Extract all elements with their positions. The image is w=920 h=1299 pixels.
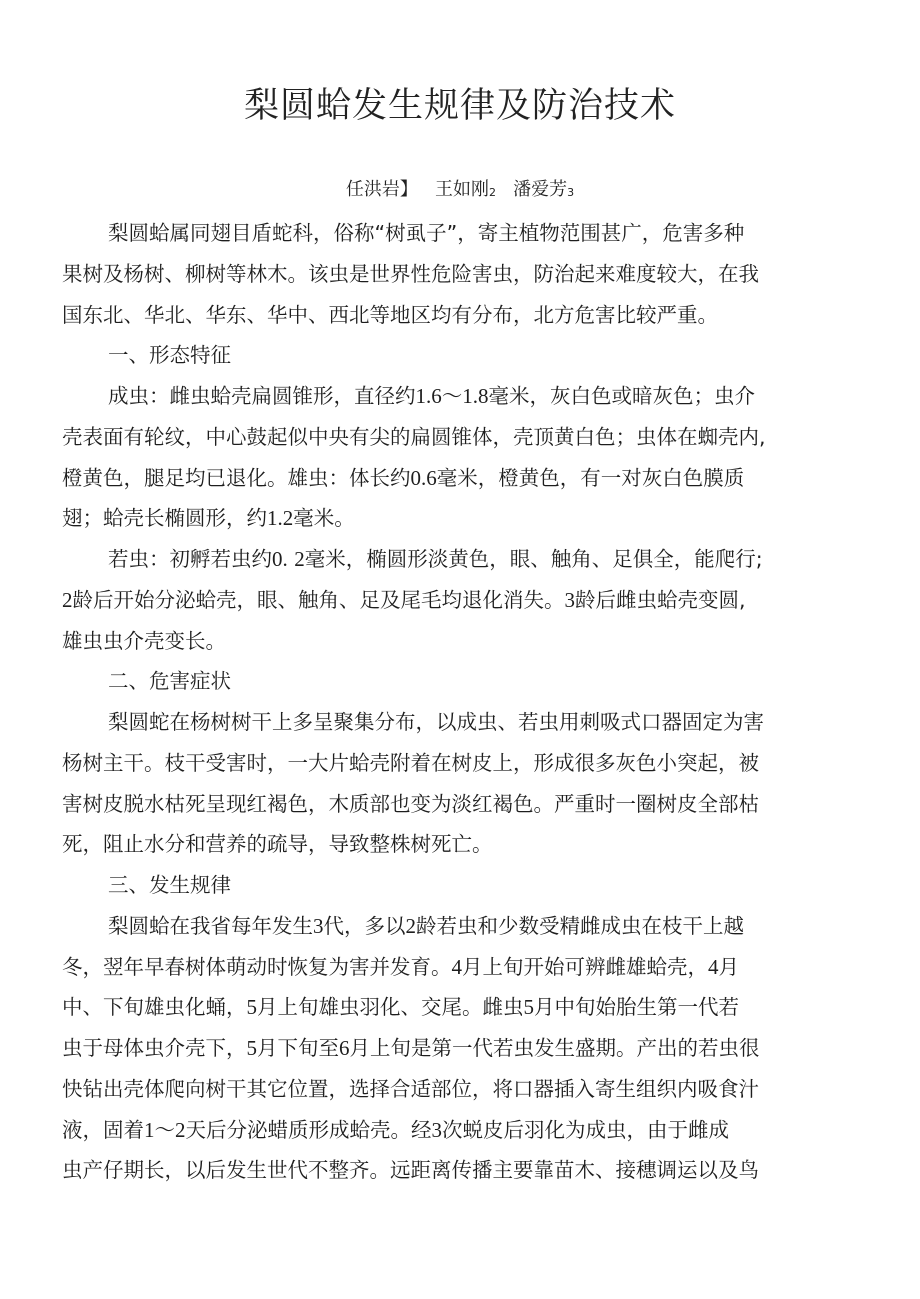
numeric-value: 2 <box>62 587 73 612</box>
author-name: 王如刚 <box>435 179 489 200</box>
author-affiliation-mark: 2 <box>489 186 496 199</box>
author-mark: 】 <box>399 179 418 200</box>
author-affiliation-mark: 3 <box>567 186 575 199</box>
paragraph-line: 杨树主干。枝干受害时，一大片蛤壳附着在树皮上，形成很多灰色小突起，被 <box>62 750 759 775</box>
document-body <box>62 213 862 1191</box>
paragraph-line: 快钻出壳体爬向树干其它位置，选择合适部位，将口器插入寄生组织内吸食汁 <box>62 1076 759 1101</box>
numeric-value: 3 <box>564 587 575 612</box>
section-heading: 三、发生规律 <box>108 873 231 897</box>
numeric-value: 4 <box>708 954 719 979</box>
paragraph-line: 国东北、华北、华东、华中、西北等地区均有分布，北方危害比较严重。 <box>62 302 718 327</box>
numeric-value: 5 <box>246 1036 257 1060</box>
numeric-value: 5 <box>246 995 257 1020</box>
numeric-value: 2 <box>175 1117 186 1142</box>
paragraph-line: 橙黄色，腿足均已退化。雄虫：体长约0.6毫米，橙黄色，有一对灰白色膜质 <box>62 465 745 490</box>
paragraph-line: 翅；蛤壳长椭圆形，约1.2毫米。 <box>62 506 355 531</box>
paragraph-line: 梨圆蛇在杨树树干上多呈聚集分布，以成虫、若虫用刺吸式口器固定为害 <box>108 710 764 734</box>
paragraph-line: 2龄后开始分泌蛤壳，眼、触角、足及尾毛均退化消失。3龄后雌虫蛤壳变圆, <box>62 587 746 612</box>
numeric-value: 0.6 <box>410 465 437 490</box>
numeric-value: 6 <box>339 1036 350 1060</box>
numeric-value: 5 <box>523 995 534 1020</box>
numeric-value: 0. <box>272 547 288 571</box>
section-heading: 二、危害症状 <box>108 669 231 694</box>
paragraph-line: 果树及杨树、柳树等林木。该虫是世界性危险害虫，防治起来难度较大，在我 <box>62 261 759 286</box>
document-title: 梨圆蛤发生规律及防治技术 <box>243 86 676 126</box>
author-name: 潘爱芳 <box>513 179 568 200</box>
section-heading: 一、形态特征 <box>108 343 231 368</box>
numeric-value: 2 <box>294 547 305 571</box>
paragraph-line: 梨圆蛤属同翅目盾蛇科，俗称“树虱子”，寄主植物范围甚广，危害多种 <box>108 221 745 245</box>
paragraph-line: 中、下旬雄虫化蛹，5月上旬雄虫羽化、交尾。雌虫5月中旬始胎生第一代若 <box>62 995 739 1020</box>
paragraph-line: 虫于母体虫介壳下，5月下旬至6月上旬是第一代若虫发生盛期。产出的若虫很 <box>62 1036 760 1060</box>
numeric-value: 1.2 <box>267 506 294 531</box>
paragraph-line: 冬，翌年早春树体萌动时恢复为害并发育。4月上旬开始可辨雌雄蛤壳，4月 <box>62 954 739 979</box>
numeric-value: 3 <box>313 913 324 938</box>
author-name: 任洪岩 <box>345 179 400 200</box>
paragraph-line: 若虫：初孵若虫约0. 2毫米，椭圆形淡黄色，眼、触角、足俱全，能爬行; <box>108 547 763 571</box>
paragraph-line: 壳表面有轮纹，中心鼓起似中央有尖的扁圆锥体，壳顶黄白色；虫体在蜘壳内, <box>62 424 766 449</box>
paragraph-line: 虫产仔期长，以后发生世代不整齐。远距离传播主要靠苗木、接穗调运以及鸟 <box>62 1158 759 1183</box>
numeric-value: 2 <box>405 913 416 938</box>
paragraph-line: 死，阻止水分和营养的疏导，导致整株树死亡。 <box>62 832 493 857</box>
paragraph-line: 梨圆蛤在我省每年发生3代，多以2龄若虫和少数受精雌成虫在枝干上越 <box>108 913 744 938</box>
paragraph-line: 雄虫虫介壳变长。 <box>62 628 226 653</box>
numeric-value: 1.6 <box>415 384 442 408</box>
author-line <box>0 177 920 205</box>
numeric-value: 3 <box>431 1117 442 1142</box>
paragraph-line: 成虫：雌虫蛤壳扁圆锥形，直径约1.6～1.8毫米，灰白色或暗灰色；虫介 <box>108 384 755 408</box>
paragraph-line: 液，固着1～2天后分泌蜡质形成蛤壳。经3次蜕皮后羽化为成虫，由于雌成 <box>62 1117 729 1142</box>
numeric-value: 4 <box>451 954 462 979</box>
numeric-value: 1.8 <box>462 384 489 408</box>
paragraph-line: 害树皮脱水枯死呈现红褐色，木质部也变为淡红褐色。严重时一圈树皮全部枯 <box>62 791 759 816</box>
numeric-value: 1 <box>144 1117 155 1142</box>
